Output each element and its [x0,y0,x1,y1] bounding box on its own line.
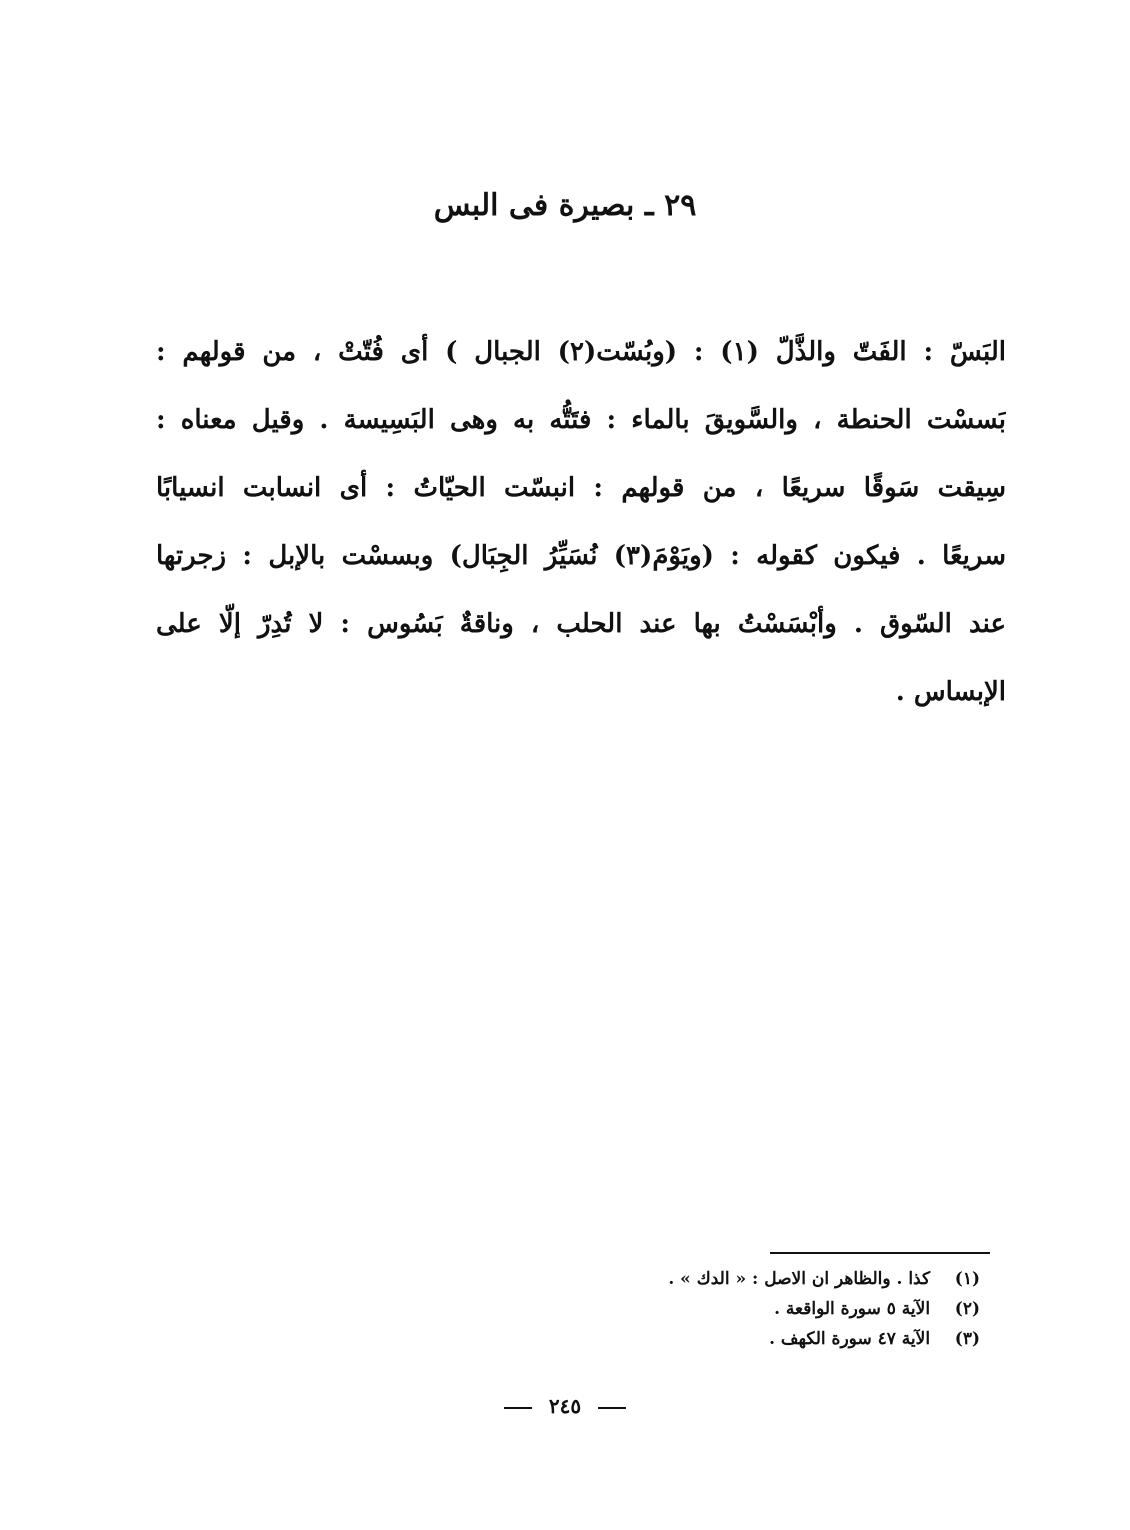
footnote [540,1294,980,1324]
section-title: ٢٩ ـ بصيرة فى البس [433,188,697,223]
footnote-text: الآية ٤٧ سورة الكهف . [769,1329,931,1349]
footnote-number: (٣) [954,1329,980,1349]
body-line: بَسسْت الحنطة ، والسَّويقَ بالماء : فتَتُّه به وهى البَسِيسة . وقيل معناه : [156,405,1006,435]
footnote [540,1264,980,1294]
footnote-separator [770,1252,990,1254]
body-line: البَسّ : الفَتّ والذَّلّ (١) : (وبُسّت(٢) الجبال ) أى فُتّتْ ، من قولهم : [156,337,1006,367]
footnote [540,1324,980,1354]
page-number-dash [504,1407,532,1409]
footnote-text: كذا . والظاهر ان الاصل : « الدك » . [668,1269,931,1289]
body-line: سريعًا . فيكون كقوله : (ويَوْمَ(٣) نُسَيِّرُ الجِبَال) وبسسْت بالإبل : زجرتها [156,541,1006,571]
page-number [0,1394,1130,1418]
footnote-number: (١) [954,1269,980,1289]
footnote-text: الآية ٥ سورة الواقعة . [774,1299,931,1319]
body-line: الإبساس . [895,677,1006,707]
footnote-number: (٢) [954,1299,980,1319]
body-paragraph [156,318,1006,726]
footnotes [540,1264,980,1354]
body-line: عند السّوق . وأبْسَسْتُ بها عند الحلب ، وناقةٌ بَسُوس : لا تُدِرّ إلّا على [156,609,1006,639]
page-number-dash [598,1407,626,1409]
page-number-value: ٢٤٥ [548,1394,582,1418]
body-line: سِيقت سَوقًا سريعًا ، من قولهم : انبسّت الحيّاتُ : أى انسابت انسيابًا [156,473,1006,503]
